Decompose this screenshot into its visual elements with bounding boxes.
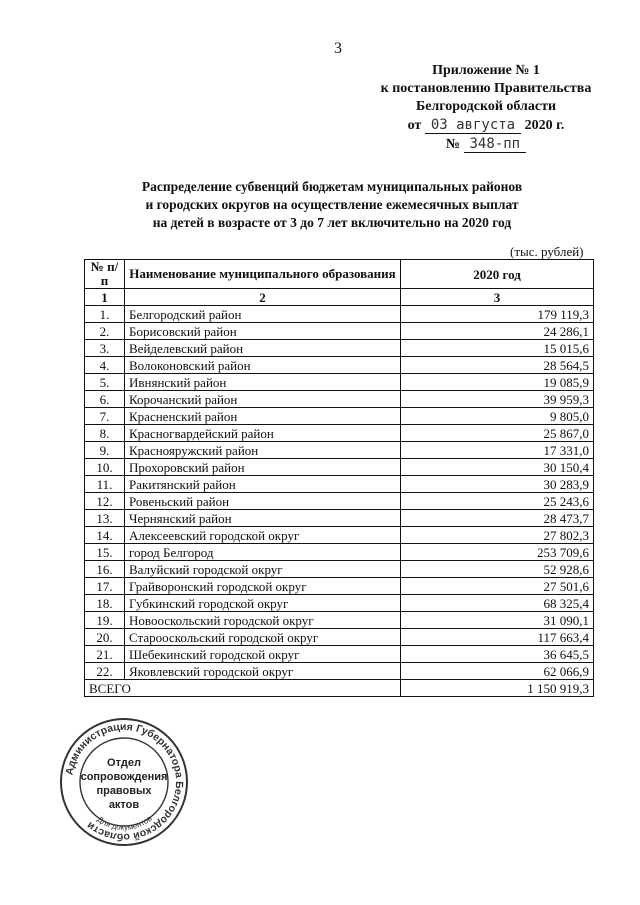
subsidy-table	[84, 259, 594, 697]
row-name: Старооскольский городской округ	[125, 629, 401, 646]
page-number: 3	[334, 40, 342, 57]
row-number: 8.	[85, 425, 125, 442]
row-number: 18.	[85, 595, 125, 612]
table-row	[85, 663, 594, 680]
appendix-decree: к постановлению Правительства	[380, 81, 592, 96]
row-name: Красногвардейский район	[125, 425, 401, 442]
row-value: 17 331,0	[401, 442, 594, 459]
total-value: 1 150 919,3	[401, 680, 594, 697]
row-name: Чернянский район	[125, 510, 401, 527]
stamp-line-4: актов	[108, 799, 140, 811]
table-row	[85, 425, 594, 442]
row-name: Корочанский район	[125, 391, 401, 408]
table-row	[85, 493, 594, 510]
row-number: 3.	[85, 340, 125, 357]
row-name: Яковлевский городской округ	[125, 663, 401, 680]
appendix-title: Приложение № 1	[432, 63, 540, 78]
appendix-number-line	[370, 135, 602, 154]
row-value: 117 663,4	[401, 629, 594, 646]
row-value: 30 150,4	[401, 459, 594, 476]
row-value: 68 325,4	[401, 595, 594, 612]
row-value: 253 709,6	[401, 544, 594, 561]
title-line-3: на детей в возрасте от 3 до 7 лет включительно на 2020 год	[152, 215, 512, 230]
row-number: 9.	[85, 442, 125, 459]
row-number: 1.	[85, 306, 125, 323]
row-number: 5.	[85, 374, 125, 391]
table-row	[85, 391, 594, 408]
row-number: 15.	[85, 544, 125, 561]
table-row	[85, 612, 594, 629]
row-value: 25 867,0	[401, 425, 594, 442]
col-number: 3	[401, 289, 594, 306]
row-number: 10.	[85, 459, 125, 476]
row-name: Борисовский район	[125, 323, 401, 340]
row-number: 19.	[85, 612, 125, 629]
row-value: 36 645,5	[401, 646, 594, 663]
date-value: 03 августа	[425, 117, 521, 134]
stamp-line-1: Отдел	[107, 757, 141, 769]
row-name: Ракитянский район	[125, 476, 401, 493]
title-line-1: Распределение субвенций бюджетам муниципальных районов	[141, 179, 523, 194]
stamp-line-2: сопровождения	[80, 771, 168, 783]
row-name: Прохоровский район	[125, 459, 401, 476]
row-value: 52 928,6	[401, 561, 594, 578]
appendix-block	[370, 62, 602, 154]
table-row	[85, 306, 594, 323]
row-value: 39 959,3	[401, 391, 594, 408]
document-title	[60, 178, 604, 232]
row-number: 4.	[85, 357, 125, 374]
table-row	[85, 442, 594, 459]
table-row	[85, 357, 594, 374]
row-number: 2.	[85, 323, 125, 340]
header-year: 2020 год	[401, 260, 594, 289]
units-label: (тыс. рублей)	[510, 244, 584, 259]
row-value: 30 283,9	[401, 476, 594, 493]
row-name: Вейделевский район	[125, 340, 401, 357]
table-row	[85, 408, 594, 425]
row-value: 62 066,9	[401, 663, 594, 680]
table-row	[85, 323, 594, 340]
row-number: 11.	[85, 476, 125, 493]
table-row	[85, 544, 594, 561]
row-value: 19 085,9	[401, 374, 594, 391]
row-value: 27 501,6	[401, 578, 594, 595]
number-prefix: №	[445, 137, 460, 152]
row-name: Краснояружский район	[125, 442, 401, 459]
row-name: Валуйский городской округ	[125, 561, 401, 578]
stamp-ring-text: Администрация Губернатора Белгородской области	[63, 720, 186, 844]
row-number: 7.	[85, 408, 125, 425]
total-label: ВСЕГО	[85, 680, 401, 697]
row-value: 179 119,3	[401, 306, 594, 323]
official-stamp	[58, 716, 190, 848]
row-name: Красненский район	[125, 408, 401, 425]
date-prefix: от	[407, 118, 422, 133]
table-row	[85, 646, 594, 663]
date-suffix: 2020 г.	[524, 118, 565, 133]
row-number: 21.	[85, 646, 125, 663]
row-number: 16.	[85, 561, 125, 578]
row-value: 15 015,6	[401, 340, 594, 357]
row-name: Грайворонский городской округ	[125, 578, 401, 595]
table-row	[85, 510, 594, 527]
row-name: Алексеевский городской округ	[125, 527, 401, 544]
table-row	[85, 459, 594, 476]
row-number: 14.	[85, 527, 125, 544]
row-name: Волоконовский район	[125, 357, 401, 374]
row-name: город Белгород	[125, 544, 401, 561]
row-value: 28 564,5	[401, 357, 594, 374]
row-name: Ровеньский район	[125, 493, 401, 510]
col-number: 1	[85, 289, 125, 306]
column-number-row	[85, 289, 594, 306]
table-body	[85, 306, 594, 680]
table-row	[85, 595, 594, 612]
stamp-bottom-text: Для документов	[95, 813, 154, 832]
table-row	[85, 374, 594, 391]
appendix-region: Белгородской области	[415, 99, 557, 114]
row-name: Белгородский район	[125, 306, 401, 323]
number-value: 348-пп	[464, 136, 527, 153]
total-row	[85, 680, 594, 697]
row-number: 6.	[85, 391, 125, 408]
row-name: Ивнянский район	[125, 374, 401, 391]
table-row	[85, 561, 594, 578]
stamp-line-3: правовых	[96, 785, 152, 797]
row-value: 28 473,7	[401, 510, 594, 527]
row-name: Новооскольский городской округ	[125, 612, 401, 629]
row-value: 25 243,6	[401, 493, 594, 510]
row-value: 31 090,1	[401, 612, 594, 629]
table-row	[85, 629, 594, 646]
row-number: 20.	[85, 629, 125, 646]
table-row	[85, 476, 594, 493]
header-row	[85, 260, 594, 289]
row-number: 12.	[85, 493, 125, 510]
row-value: 27 802,3	[401, 527, 594, 544]
row-value: 9 805,0	[401, 408, 594, 425]
table-row	[85, 527, 594, 544]
table-row	[85, 340, 594, 357]
row-number: 13.	[85, 510, 125, 527]
table-row	[85, 578, 594, 595]
row-number: 22.	[85, 663, 125, 680]
col-number: 2	[125, 289, 401, 306]
title-line-2: и городских округов на осуществление ежемесячных выплат	[145, 197, 519, 212]
row-value: 24 286,1	[401, 323, 594, 340]
header-num: № п/п	[85, 260, 125, 289]
row-number: 17.	[85, 578, 125, 595]
header-name: Наименование муниципального образования	[125, 260, 401, 289]
row-name: Шебекинский городской округ	[125, 646, 401, 663]
row-name: Губкинский городской округ	[125, 595, 401, 612]
stamp-center-text	[58, 756, 190, 812]
appendix-date-line	[370, 116, 602, 135]
